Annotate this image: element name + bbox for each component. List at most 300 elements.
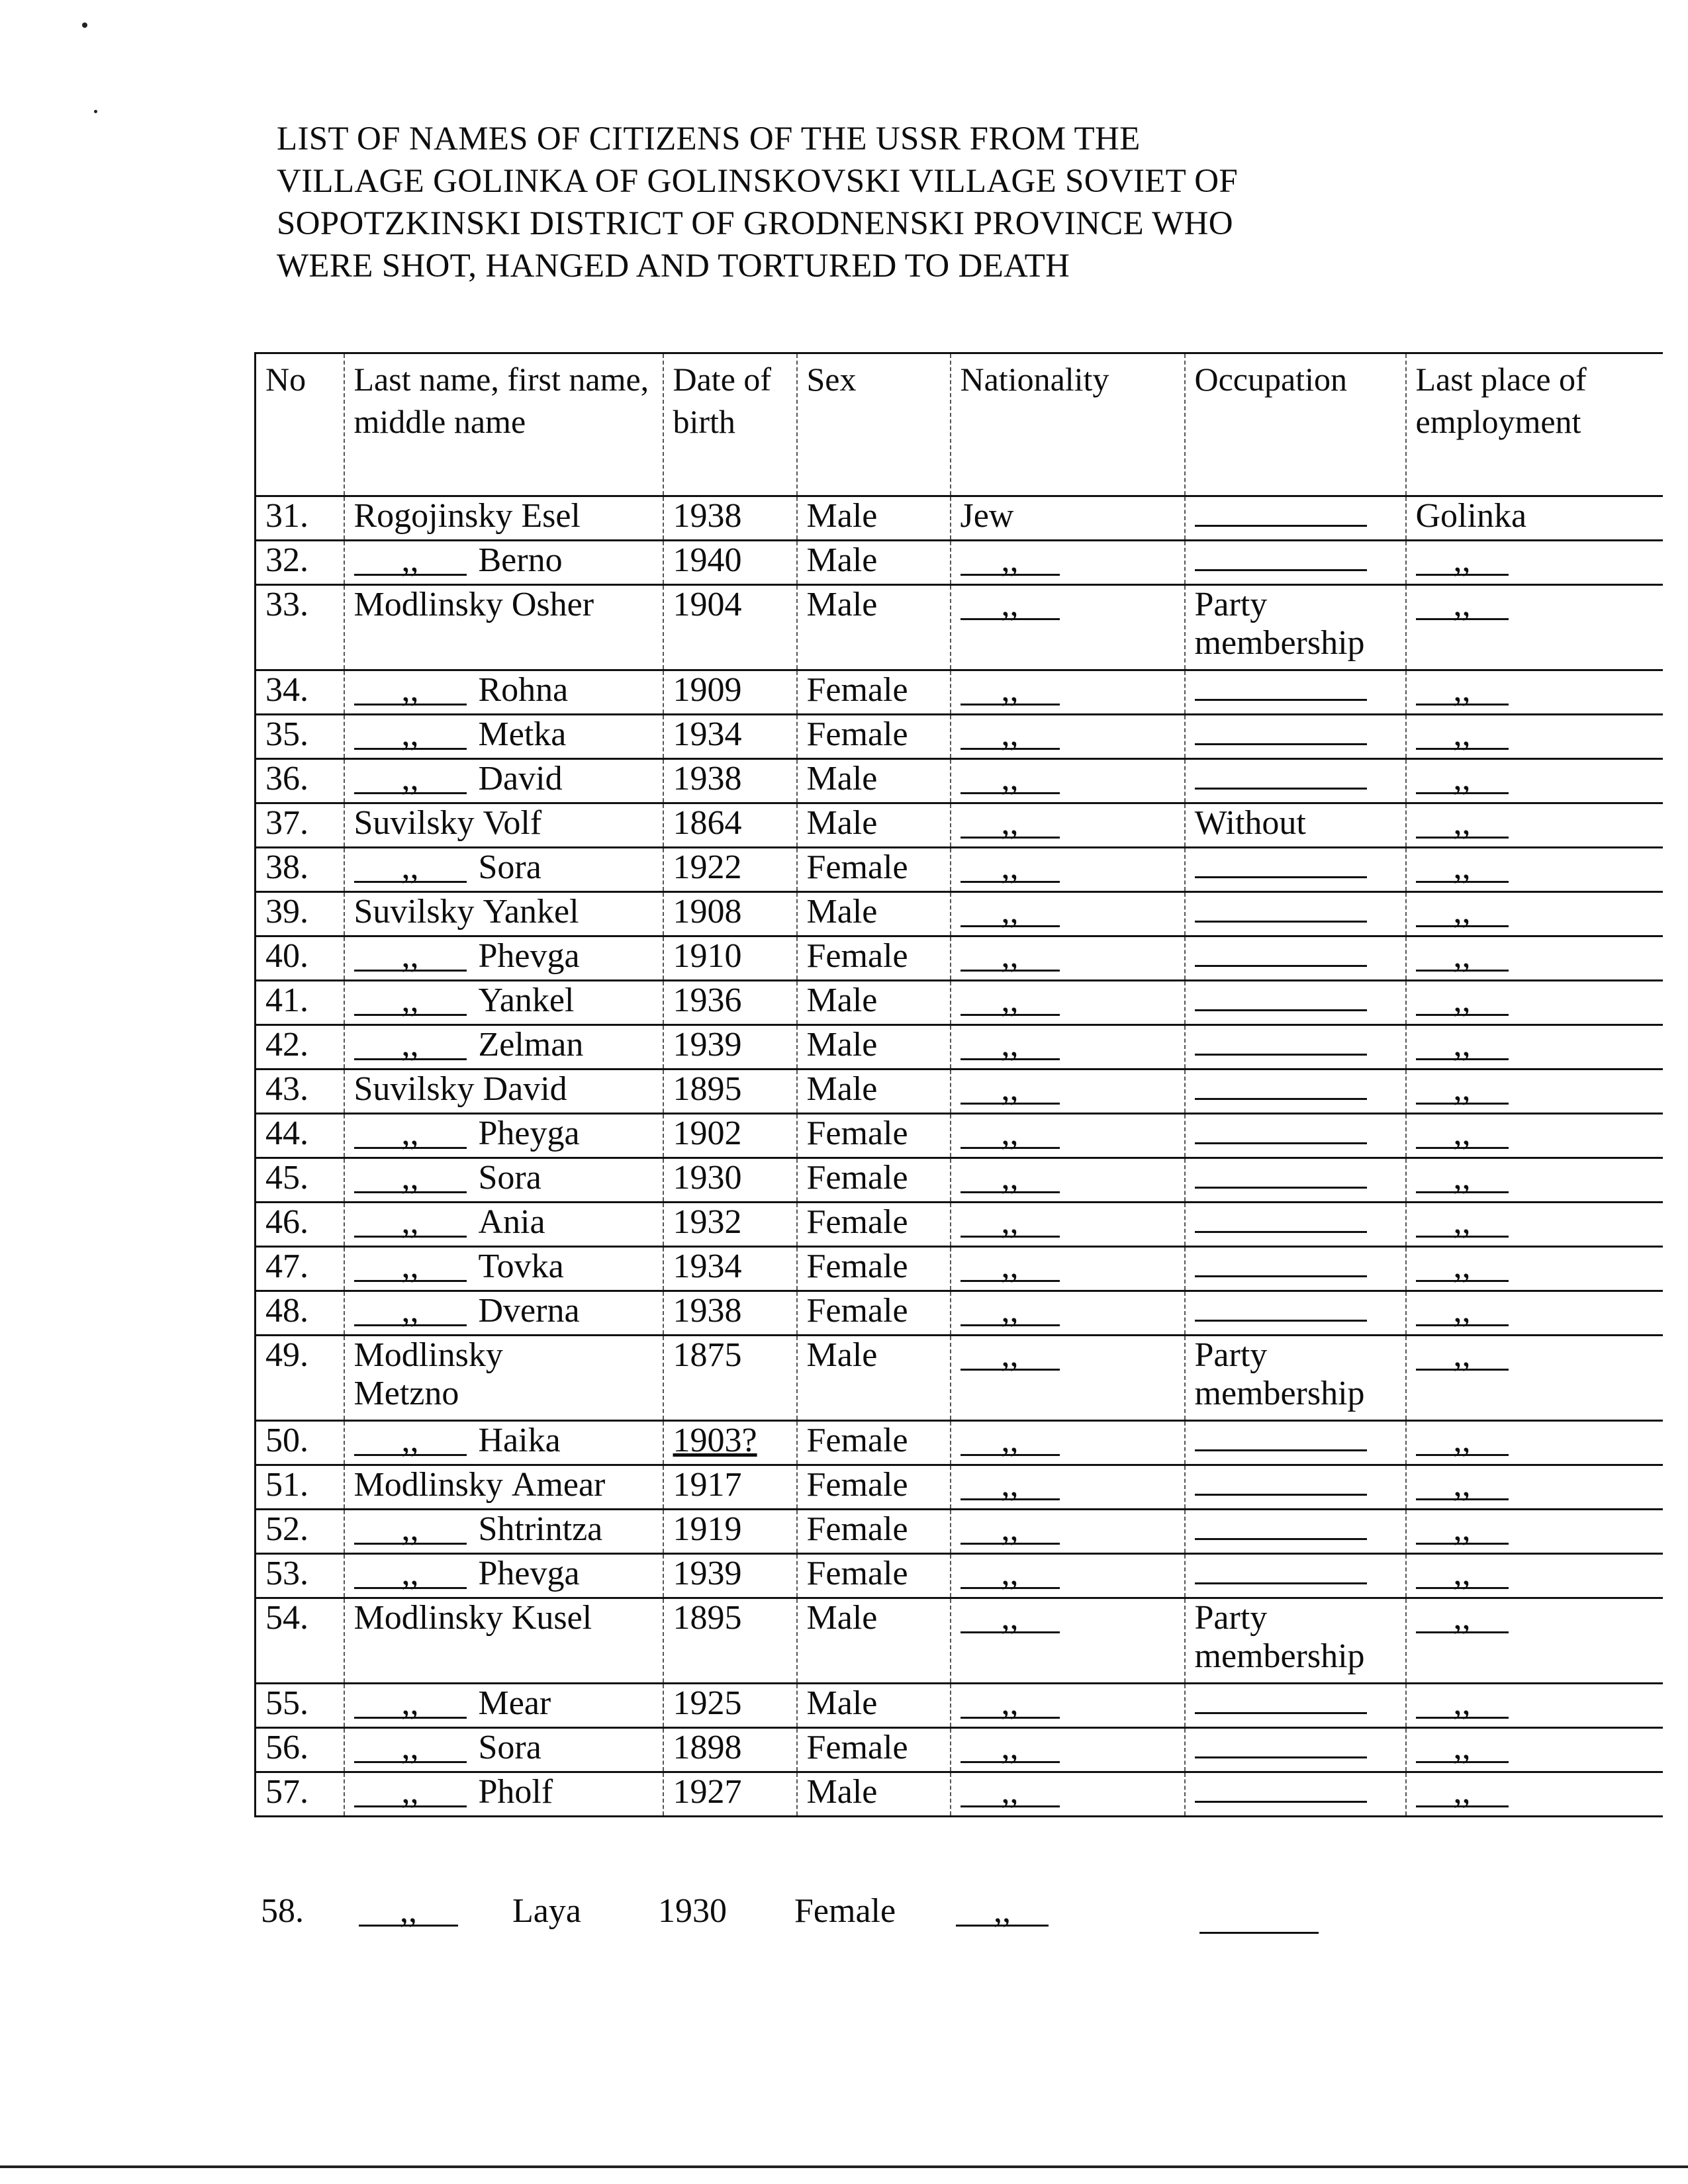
table-row [256,1684,1663,1728]
row-sex: Female [797,1291,951,1336]
ditto-mark: ,, [961,1428,1060,1456]
table-body [256,496,1663,1817]
table-row [256,1421,1663,1465]
blank-line [1195,498,1367,527]
victims-table [254,352,1663,1817]
title-line: LIST OF NAMES OF CITIZENS OF THE USSR FROM THE [277,120,1141,158]
blank-line [1195,894,1367,923]
row-place [1406,1465,1663,1510]
ditto-mark: ,, [1416,1253,1509,1282]
ditto-mark: ,, [354,1516,467,1545]
table-row [256,848,1663,892]
row-given-name: Haika [478,1422,561,1459]
row-nationality [951,1291,1185,1336]
row-name [344,1728,663,1772]
ditto-mark: ,, [1416,1690,1509,1719]
row-name [344,1069,663,1114]
row-no: 54. [256,1598,344,1684]
row-sex: Male [797,1684,951,1728]
row-dob: 1932 [663,1203,797,1247]
ditto-mark: ,, [1416,1120,1509,1149]
row-given-name: Metzno [353,1375,459,1412]
row-occupation [1185,1510,1406,1554]
row-nationality [951,1247,1185,1291]
row-dob: 1938 [663,1291,797,1336]
ditto-mark: ,, [1416,1076,1509,1105]
ditto-mark: ,, [961,677,1060,705]
row-nationality [951,1158,1185,1203]
row-no: 35. [256,715,344,759]
ditto-mark: ,, [354,1735,467,1763]
blank-line [1195,1774,1367,1803]
ditto-mark: ,, [354,677,467,705]
row-surname: Suvilsky [353,804,475,842]
ditto-mark: ,, [1416,1428,1509,1456]
ditto-mark: ,, [1416,1605,1509,1633]
row-occupation [1185,1203,1406,1247]
table-row [256,981,1663,1025]
table-row [256,1291,1663,1336]
row-no: 37. [256,803,344,848]
row-occupation [1185,1728,1406,1772]
row-no: 58. [261,1892,304,1930]
row-nationality [951,1069,1185,1114]
row-no: 39. [256,892,344,936]
row-nationality: Jew [951,496,1185,541]
row-sex: Female [797,936,951,981]
row-no: 34. [256,670,344,715]
row-occupation [1185,1421,1406,1465]
row-name [344,1247,663,1291]
row-place [1406,1025,1663,1069]
row-dob: 1939 [663,1554,797,1598]
ditto-mark: ,, [1416,766,1509,794]
row-nationality [951,981,1185,1025]
row-given-name: Sora [478,1729,541,1766]
row-surname: Suvilsky [353,893,475,931]
blank-line [1195,1730,1367,1758]
row-dob: 1904 [663,585,797,670]
row-place [1406,1421,1663,1465]
blank-line [1195,1071,1367,1100]
row-given-name: Laya [512,1892,581,1930]
row-occupation [1185,1684,1406,1728]
row-sex: Female [797,715,951,759]
row-sex: Male [797,892,951,936]
row-sex: Female [797,848,951,892]
row-nationality [951,1025,1185,1069]
row-given-name: Kusel [511,1599,592,1637]
row-place [1406,1772,1663,1817]
row-sex: Male [797,541,951,585]
row-given-name: Dverna [478,1292,580,1330]
ditto-mark: ,, [961,987,1060,1016]
header-name: Last name, first name, middle name [344,353,663,496]
header-sex: Sex [797,353,951,496]
row-name [344,670,663,715]
ditto-mark: ,, [354,854,467,883]
row-given-name: Osher [511,586,594,623]
row-sex: Female [794,1892,896,1930]
row-nationality [951,803,1185,848]
row-occupation [1185,1291,1406,1336]
row-dob: 1917 [663,1465,797,1510]
ditto-mark: ,, [359,1898,458,1927]
ditto-mark: ,, [354,766,467,794]
ditto-mark: ,, [1416,547,1509,576]
table-row [256,759,1663,803]
row-sex: Female [797,1114,951,1158]
row-nationality [956,1891,1049,1931]
row-occupation [1185,981,1406,1025]
ditto-mark: ,, [354,547,467,576]
table-row [256,1554,1663,1598]
row-place [1406,1728,1663,1772]
ditto-mark: ,, [961,1120,1060,1149]
row-occupation [1185,670,1406,715]
row-given-name: Esel [521,497,581,535]
row-nationality [951,936,1185,981]
ditto-mark: ,, [961,1472,1060,1500]
ditto-mark: ,, [354,1298,467,1326]
row-no: 42. [256,1025,344,1069]
header-nationality: Nationality [951,353,1185,496]
ditto-mark: ,, [1416,1472,1509,1500]
row-dob: 1938 [663,496,797,541]
row-dob: 1940 [663,541,797,585]
row-no: 36. [256,759,344,803]
row-no: 45. [256,1158,344,1203]
row-occupation: Party membership [1185,585,1406,670]
table-row [256,541,1663,585]
ditto-mark: ,, [956,1898,1049,1927]
row-surname: Modlinsky [353,586,503,623]
row-dob: 1934 [663,1247,797,1291]
row-surname: Modlinsky [353,1336,503,1374]
ditto-mark: ,, [961,1342,1060,1371]
blank-line [1195,761,1367,790]
row-dob: 1909 [663,670,797,715]
row-sex: Female [797,670,951,715]
header-place: Last place of employment [1406,353,1663,496]
row-name [344,936,663,981]
row-nationality [951,1114,1185,1158]
row-name [344,1554,663,1598]
row-sex: Female [797,1465,951,1510]
row-given-name: Tovka [478,1248,564,1285]
blank-line [1195,1160,1367,1189]
row-given-name: Shtrintza [478,1510,603,1548]
row-occupation [1185,892,1406,936]
row-name [344,1114,663,1158]
table-row [256,585,1663,670]
row-occupation: Party membership [1185,1336,1406,1421]
row-name [344,496,663,541]
row-no: 44. [256,1114,344,1158]
row-nationality [951,715,1185,759]
row-name [344,1684,663,1728]
row-occupation [1185,1158,1406,1203]
row-sex: Male [797,1069,951,1114]
ditto-mark: ,, [961,1165,1060,1193]
ditto-mark: ,, [1416,1735,1509,1763]
row-surname: Rogojinsky [353,497,513,535]
blank-line [1195,1512,1367,1540]
row-nationality [951,1684,1185,1728]
trailing-row [254,1891,1662,1944]
row-sex: Male [797,981,951,1025]
blank-line [1195,1467,1367,1496]
row-given-name: Pholf [478,1773,553,1811]
scan-speck [82,23,87,28]
row-occupation [1185,1772,1406,1817]
row-dob: 1910 [663,936,797,981]
ditto-mark: ,, [961,1690,1060,1719]
row-surname-ditto [359,1891,458,1931]
row-nationality [951,759,1185,803]
row-place [1406,1114,1663,1158]
row-dob: 1895 [663,1598,797,1684]
scan-speck [94,110,97,113]
row-occupation [1185,1069,1406,1114]
ditto-mark: ,, [354,1165,467,1193]
row-place [1406,1291,1663,1336]
row-given-name: David [483,1070,567,1108]
row-given-name: David [478,760,563,797]
row-name [344,892,663,936]
row-given-name: Zelman [478,1026,584,1064]
row-surname: Modlinsky [353,1466,503,1504]
row-no: 41. [256,981,344,1025]
ditto-mark: ,, [354,1561,467,1589]
ditto-mark: ,, [961,899,1060,927]
row-name [344,715,663,759]
row-place [1406,936,1663,981]
row-dob: 1919 [663,1510,797,1554]
ditto-mark: ,, [354,721,467,750]
row-dob: 1864 [663,803,797,848]
table-row [256,1025,1663,1069]
row-place [1406,1684,1663,1728]
row-surname: Modlinsky [353,1599,503,1637]
row-sex: Male [797,1336,951,1421]
row-no: 43. [256,1069,344,1114]
row-occupation [1185,936,1406,981]
blank-line [1195,1423,1367,1451]
row-sex: Female [797,1158,951,1203]
blank-line [1195,1556,1367,1584]
row-dob: 1902 [663,1114,797,1158]
ditto-mark: ,, [1416,592,1509,620]
row-sex: Male [797,1772,951,1817]
table-row [256,1510,1663,1554]
ditto-mark: ,, [961,721,1060,750]
blank-line [1195,543,1367,571]
ditto-mark: ,, [1416,721,1509,750]
row-no: 46. [256,1203,344,1247]
row-occupation [1185,1247,1406,1291]
row-given-name: Sora [478,1159,541,1197]
row-name [344,1203,663,1247]
row-no: 57. [256,1772,344,1817]
blank-line [1195,1116,1367,1144]
row-place [1406,803,1663,848]
row-sex: Male [797,496,951,541]
blank-line [1195,983,1367,1011]
row-name [344,1772,663,1817]
row-sex: Female [797,1510,951,1554]
ditto-mark: ,, [1416,1516,1509,1545]
title-line: SOPOTZKINSKI DISTRICT OF GRODNENSKI PROVINCE WHO [277,205,1233,242]
ditto-mark: ,, [1416,1779,1509,1807]
row-place [1406,585,1663,670]
row-dob: 1936 [663,981,797,1025]
row-occupation [1185,1465,1406,1510]
row-given-name: Amear [511,1466,606,1504]
ditto-mark: ,, [961,1516,1060,1545]
ditto-mark: ,, [961,943,1060,972]
row-place [1406,715,1663,759]
row-given-name: Yankel [478,981,575,1019]
ditto-mark: ,, [354,1209,467,1238]
row-name [344,1158,663,1203]
row-dob: 1927 [663,1772,797,1817]
ditto-mark: ,, [961,1779,1060,1807]
row-place [1406,892,1663,936]
row-occupation [1185,759,1406,803]
row-no: 32. [256,541,344,585]
table-row [256,1336,1663,1421]
table-row [256,1069,1663,1114]
row-name [344,585,663,670]
row-name [344,1291,663,1336]
ditto-mark: ,, [1416,1561,1509,1589]
row-dob: 1938 [663,759,797,803]
ditto-mark: ,, [1416,987,1509,1016]
row-dob: 1922 [663,848,797,892]
ditto-mark: ,, [961,592,1060,620]
ditto-mark: ,, [961,1076,1060,1105]
ditto-mark: ,, [1416,899,1509,927]
ditto-mark: ,, [1416,810,1509,839]
table-row [256,892,1663,936]
ditto-mark: ,, [961,854,1060,883]
row-name [344,1336,663,1421]
row-occupation [1185,541,1406,585]
ditto-mark: ,, [961,1253,1060,1282]
ditto-mark: ,, [354,943,467,972]
row-place [1406,759,1663,803]
ditto-mark: ,, [1416,854,1509,883]
row-place [1406,541,1663,585]
table-row [256,1203,1663,1247]
row-sex: Male [797,803,951,848]
ditto-mark: ,, [961,810,1060,839]
row-dob: 1939 [663,1025,797,1069]
row-dob: 1934 [663,715,797,759]
row-given-name: Yankel [483,893,579,931]
row-no: 53. [256,1554,344,1598]
row-name [344,541,663,585]
row-no: 48. [256,1291,344,1336]
table-row [256,670,1663,715]
row-name [344,848,663,892]
ditto-mark: ,, [354,1779,467,1807]
row-place [1406,1069,1663,1114]
table-row [256,1114,1663,1158]
ditto-mark: ,, [1416,1032,1509,1060]
row-no: 52. [256,1510,344,1554]
row-nationality [951,1728,1185,1772]
row-given-name: Ania [478,1203,545,1241]
row-nationality [951,1203,1185,1247]
table-row [256,1158,1663,1203]
row-no: 56. [256,1728,344,1772]
row-place: Golinka [1406,496,1663,541]
row-name [344,1421,663,1465]
table-header-row [256,353,1663,496]
ditto-mark: ,, [354,1120,467,1149]
row-no: 50. [256,1421,344,1465]
row-sex: Female [797,1247,951,1291]
row-place [1406,981,1663,1025]
row-sex: Male [797,1598,951,1684]
row-given-name: Volf [483,804,542,842]
row-nationality [951,541,1185,585]
row-occupation [1185,1114,1406,1158]
row-nationality [951,1465,1185,1510]
ditto-mark: ,, [1416,1342,1509,1371]
row-no: 47. [256,1247,344,1291]
row-nationality [951,1510,1185,1554]
row-name [344,1598,663,1684]
row-no: 55. [256,1684,344,1728]
table-row [256,1598,1663,1684]
ditto-mark: ,, [354,1690,467,1719]
row-nationality [951,1772,1185,1817]
title-line: VILLAGE GOLINKA OF GOLINSKOVSKI VILLAGE SOVIET OF [277,163,1239,200]
row-place [1406,1510,1663,1554]
row-sex: Female [797,1554,951,1598]
row-no: 40. [256,936,344,981]
row-dob: 1925 [663,1684,797,1728]
table-row [256,1772,1663,1817]
blank-line [1195,717,1367,745]
ditto-mark: ,, [1416,677,1509,705]
row-sex: Male [797,1025,951,1069]
row-sex: Male [797,759,951,803]
page-bottom-rule [0,2165,1688,2168]
row-nationality [951,1336,1185,1421]
row-occupation [1185,1025,1406,1069]
ditto-mark: ,, [961,1735,1060,1763]
blank-line [1195,1027,1367,1056]
row-dob: 1898 [663,1728,797,1772]
row-given-name: Sora [478,848,541,886]
row-surname: Suvilsky [353,1070,475,1108]
ditto-mark: ,, [961,1209,1060,1238]
row-occupation [1185,715,1406,759]
ditto-mark: ,, [1416,1298,1509,1326]
blank-line [1195,850,1367,878]
row-place [1406,1247,1663,1291]
row-nationality [951,1598,1185,1684]
row-dob: 1930 [658,1892,727,1930]
header-dob: Date of birth [663,353,797,496]
blank-line [1195,1686,1367,1714]
row-name [344,1465,663,1510]
row-name [344,759,663,803]
